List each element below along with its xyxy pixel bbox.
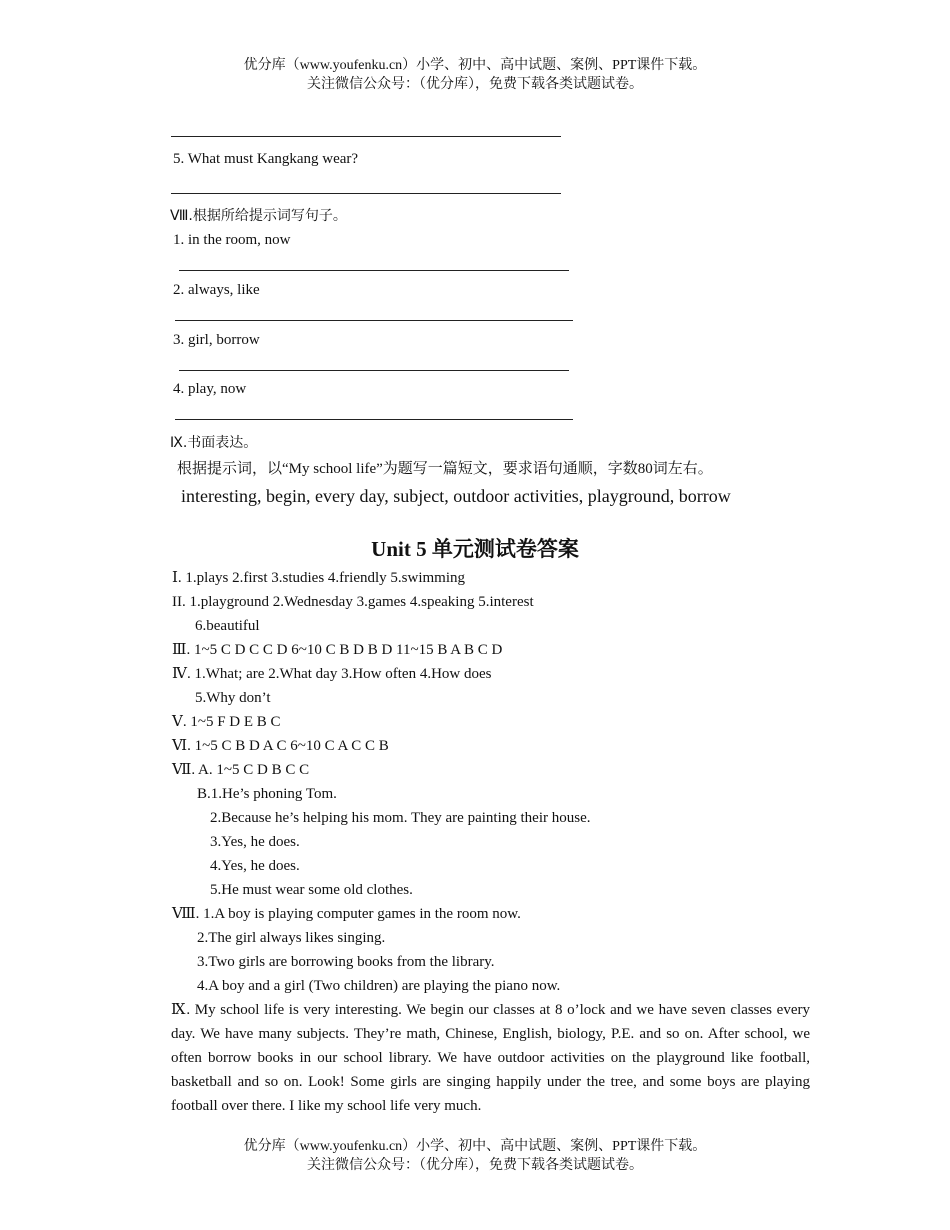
answer-line-6: 5.Why don’t (195, 690, 271, 706)
answer-line-8: Ⅵ. 1~5 C B D A C 6~10 C A C C B (172, 738, 389, 754)
answer-line (175, 320, 573, 321)
answer-line-10: B.1.He’s phoning Tom. (197, 786, 337, 802)
section-8-item-4: 4. play, now (173, 381, 247, 397)
answer-line-11: 2.Because he’s helping his mom. They are painting their house. (210, 810, 591, 826)
section-8-item-2: 2. always, like (173, 282, 260, 298)
answer-line-13: 4.Yes, he does. (210, 858, 300, 874)
answer-line-7: Ⅴ. 1~5 F D E B C (172, 714, 281, 730)
answer-line-15: Ⅷ. 1.A boy is playing computer games in the room now. (172, 906, 521, 922)
answer-line-17: 3.Two girls are borrowing books from the library. (197, 954, 495, 970)
answer-line-18: 4.A boy and a girl (Two children) are playing the piano now. (197, 978, 561, 994)
answer-line-14: 5.He must wear some old clothes. (210, 882, 413, 898)
footer-line-1: 优分库（www.youfenku.cn）小学、初中、高中试题、案例、PPT课件下载。 (243, 1139, 707, 1154)
footer-line-2: 关注微信公众号：（优分库），免费下载各类试题试卷。 (307, 1158, 643, 1173)
section-8-item-3: 3. girl, borrow (173, 332, 260, 348)
answer-line-4: Ⅲ. 1~5 C D C C D 6~10 C B D B D 11~15 B A B C D (172, 642, 503, 658)
section-8-item-1: 1. in the room, now (173, 232, 291, 248)
answer-line (179, 270, 569, 271)
question-5: 5. What must Kangkang wear? (173, 151, 359, 167)
answer-line-1: Ⅰ. 1.plays 2.first 3.studies 4.friendly 5.swimming (172, 570, 465, 586)
section-9-heading: Ⅸ.书面表达。 (170, 435, 258, 451)
answer-line-5: Ⅳ. 1.What; are 2.What day 3.How often 4.How does (172, 666, 492, 682)
answer-line-16: 2.The girl always likes singing. (197, 930, 386, 946)
answer-line-9: Ⅶ. A. 1~5 C D B C C (172, 762, 310, 778)
answer-line (175, 419, 573, 420)
header-line-2: 关注微信公众号：（优分库），免费下载各类试题试卷。 (307, 77, 643, 92)
answers-title: Unit 5 单元测试卷答案 (371, 537, 579, 561)
answer-line (171, 136, 561, 137)
section-8-heading: Ⅷ.根据所给提示词写句子。 (170, 208, 347, 224)
answer-essay: Ⅸ. My school life is very interesting. We begin our classes at 8 o’lock and we have seven classes every day. We have many subjects. They’re math, Chinese, English, biology, P.E. and so on. After school, we often borrow books in our school library. We have outdoor activities on the playground like football, basketball and so on. Look! Some girls are singing happily under the tree, and some boys are playing football over there. I like my school life very much. (171, 1002, 810, 1114)
section-9-instruction: 根据提示词，以“My school life”为题写一篇短文，要求语句通顺，字数80词左右。 (177, 461, 713, 477)
section-9-keywords: interesting, begin, every day, subject, outdoor activities, playground, borrow (181, 486, 731, 506)
answer-line-2: II. 1.playground 2.Wednesday 3.games 4.speaking 5.interest (172, 594, 534, 610)
answer-line (171, 193, 561, 194)
header-line-1: 优分库（www.youfenku.cn）小学、初中、高中试题、案例、PPT课件下载。 (243, 58, 707, 73)
answer-line-3: 6.beautiful (195, 618, 260, 634)
answer-line (179, 370, 569, 371)
answer-line-12: 3.Yes, he does. (210, 834, 300, 850)
